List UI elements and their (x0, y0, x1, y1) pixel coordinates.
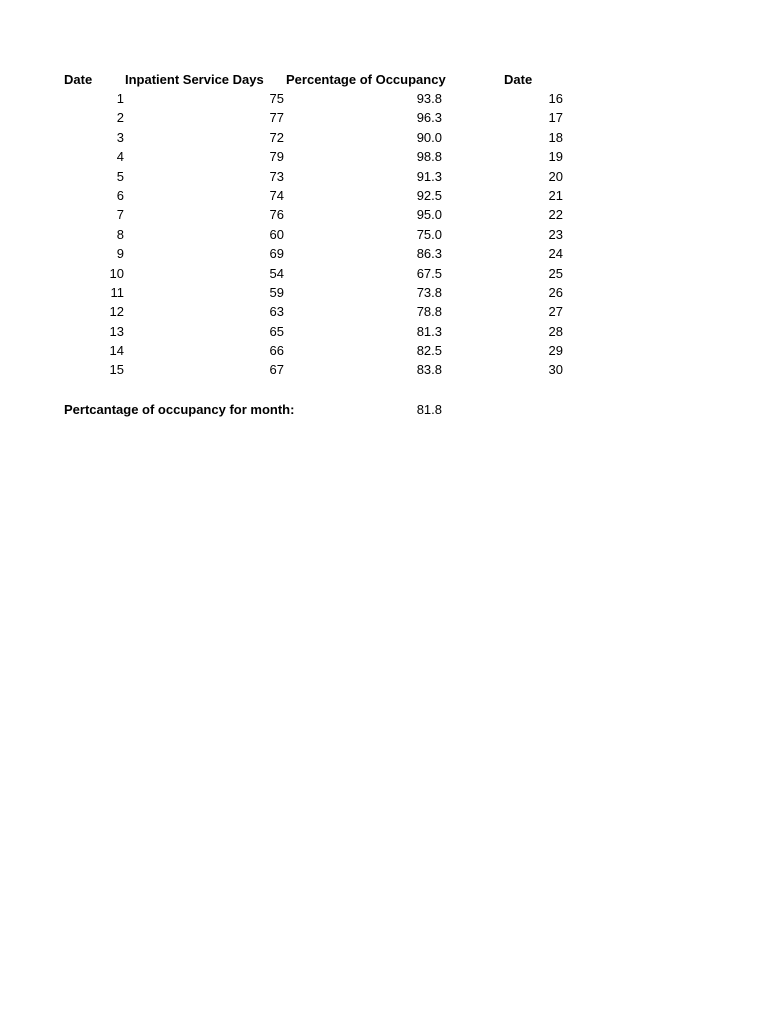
percentage-cell: 82.5 (416, 343, 442, 359)
service-days-cell: 73 (269, 168, 284, 184)
service-days-cell: 66 (269, 343, 284, 359)
table-row (0, 264, 768, 283)
date-cell: 4 (116, 149, 124, 165)
date-cell: 6 (116, 187, 124, 203)
service-days-cell: 75 (269, 91, 284, 106)
service-days-cell: 59 (269, 284, 284, 300)
table-row (0, 147, 768, 166)
service-days-cell: 67 (269, 362, 284, 378)
table-row (0, 89, 768, 108)
service-days-cell: 79 (269, 149, 284, 165)
table-row (0, 283, 768, 302)
date-cell: 1 (116, 91, 124, 106)
percentage-cell: 92.5 (416, 187, 442, 203)
table-row (0, 302, 768, 321)
date-cell: 13 (109, 323, 124, 339)
date-cell: 11 (110, 284, 124, 300)
table-row (0, 186, 768, 205)
percentage-cell: 95.0 (416, 207, 442, 223)
service-days-cell: 65 (269, 323, 284, 339)
service-days-cell: 72 (269, 129, 284, 145)
service-days-cell: 54 (269, 265, 284, 281)
table-row (0, 108, 768, 127)
percentage-cell: 67.5 (416, 265, 442, 281)
date-right-cell: 17 (548, 110, 563, 126)
date-right-cell: 28 (548, 323, 563, 339)
percentage-cell: 93.8 (416, 91, 442, 106)
date-right-cell: 25 (548, 265, 563, 281)
date-right-cell: 30 (548, 362, 563, 378)
date-right-cell: 20 (548, 168, 563, 184)
percentage-cell: 86.3 (416, 246, 442, 262)
date-cell: 12 (109, 304, 124, 320)
monthly-occupancy-value: 81.8 (416, 402, 442, 417)
date-right-cell: 29 (548, 343, 563, 359)
service-days-cell: 63 (269, 304, 284, 320)
date-cell: 9 (116, 246, 124, 262)
service-days-cell: 76 (269, 207, 284, 223)
date-right-cell: 24 (548, 246, 563, 262)
date-right-cell: 26 (548, 284, 563, 300)
percentage-cell: 78.8 (416, 304, 442, 320)
table-row (0, 128, 768, 147)
date-cell: 14 (109, 343, 124, 359)
date-right-cell: 23 (548, 226, 563, 242)
date-right-cell: 27 (548, 304, 563, 320)
service-days-cell: 60 (269, 226, 284, 242)
monthly-occupancy-label: Pertcantage of occupancy for month: (64, 402, 295, 417)
date-right-cell: 18 (548, 129, 563, 145)
date-right-cell: 21 (548, 187, 563, 203)
percentage-cell: 96.3 (416, 110, 442, 126)
table-row (0, 341, 768, 360)
date-cell: 5 (116, 168, 124, 184)
service-days-cell: 69 (269, 246, 284, 262)
service-days-cell: 77 (269, 110, 284, 126)
date-cell: 8 (116, 226, 124, 242)
date-cell: 2 (116, 110, 124, 126)
service-days-cell: 74 (269, 187, 284, 203)
percentage-cell: 75.0 (416, 226, 442, 242)
table-row (0, 244, 768, 263)
table-row (0, 167, 768, 186)
percentage-cell: 90.0 (416, 129, 442, 145)
percentage-cell: 81.3 (416, 323, 442, 339)
table-row (0, 360, 768, 379)
date-right-cell: 22 (548, 207, 563, 223)
date-cell: 3 (116, 129, 124, 145)
header-percentage-of-occupancy: Percentage of Occupancy (286, 72, 446, 87)
date-cell: 10 (109, 265, 124, 281)
header-date-right: Date (504, 72, 533, 87)
percentage-cell: 98.8 (416, 149, 442, 165)
percentage-cell: 91.3 (416, 168, 442, 184)
date-right-cell: 19 (548, 149, 563, 165)
table-row (0, 205, 768, 224)
header-inpatient-service-days: Inpatient Service Days (125, 72, 264, 87)
table-row (0, 225, 768, 244)
date-right-cell: 16 (548, 91, 563, 106)
percentage-cell: 83.8 (416, 362, 442, 378)
occupancy-table-rows (0, 89, 768, 380)
table-row (0, 322, 768, 341)
date-cell: 15 (109, 362, 124, 378)
date-cell: 7 (116, 207, 124, 223)
header-date-left: Date (64, 72, 93, 87)
percentage-cell: 73.8 (416, 284, 442, 300)
